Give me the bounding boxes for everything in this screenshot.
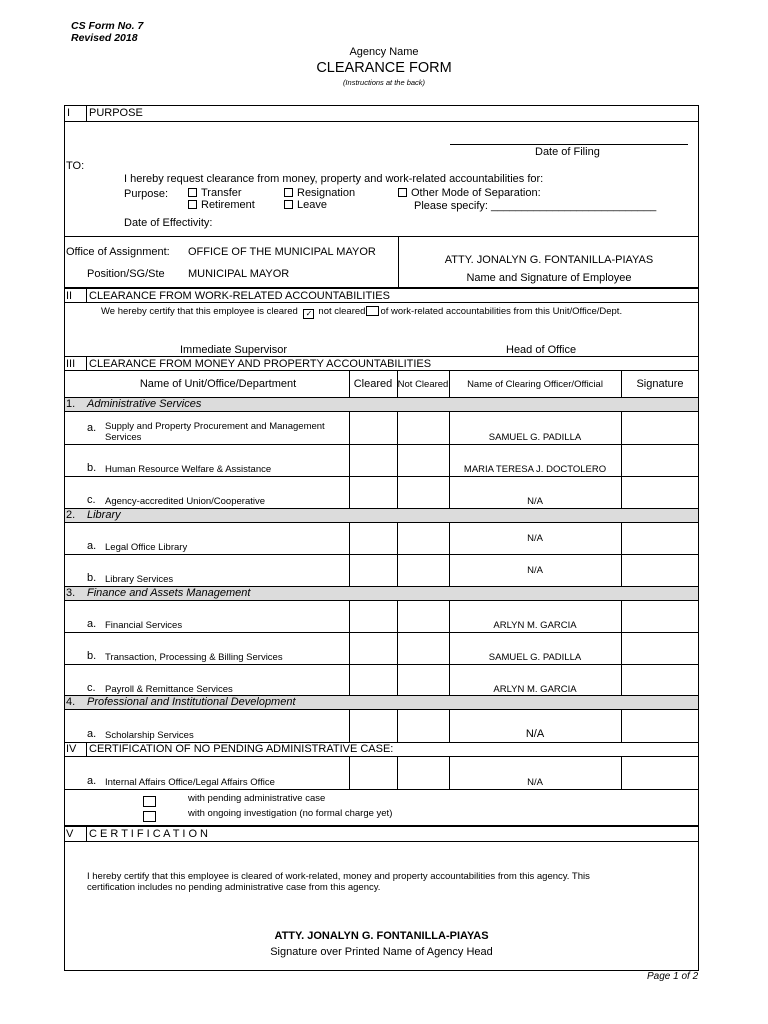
col-signature: Signature <box>636 378 684 390</box>
divider <box>65 825 698 827</box>
divider <box>397 709 398 742</box>
divider <box>449 411 450 508</box>
section-title-work: CLEARANCE FROM WORK-RELATED ACCOUNTABILITIES <box>89 290 390 302</box>
divider <box>65 600 698 601</box>
col-cleared: Cleared <box>353 378 393 390</box>
divider <box>65 709 698 710</box>
divider <box>65 841 698 842</box>
position-label: Position/SG/Ste <box>87 268 165 280</box>
purpose-label: Purpose: <box>124 188 169 200</box>
row-letter: c. <box>87 682 96 694</box>
option-other[interactable]: Other Mode of Separation: <box>398 187 541 199</box>
divider <box>65 236 698 237</box>
row-letter: a. <box>87 775 97 787</box>
row-officer: N/A <box>527 496 543 507</box>
group-professional: Professional and Institutional Development <box>87 696 296 708</box>
section-number: III <box>66 358 76 370</box>
divider <box>65 476 698 477</box>
divider <box>86 289 87 302</box>
row-unit: Legal Office Library <box>105 542 188 553</box>
pending-case-checkbox[interactable] <box>143 796 156 807</box>
divider <box>65 370 698 371</box>
row-unit: Financial Services <box>105 620 183 631</box>
row-officer: N/A <box>527 533 543 544</box>
divider <box>397 370 398 398</box>
pending-case-label: with pending administrative case <box>188 793 326 804</box>
divider <box>349 370 350 398</box>
divider <box>65 789 698 790</box>
row-letter: b. <box>87 462 97 474</box>
row-unit: Scholarship Services <box>105 730 194 741</box>
section-title-certification: C E R T I F I C A T I O N <box>89 828 208 840</box>
row-officer: ARLYN M. GARCIA <box>493 620 577 631</box>
row-unit: Transaction, Processing & Billing Services <box>105 652 283 663</box>
divider <box>449 370 450 398</box>
group-number: 4. <box>66 696 76 708</box>
divider <box>65 554 698 555</box>
divider <box>65 632 698 633</box>
divider <box>449 522 450 586</box>
divider <box>65 302 698 303</box>
row-unit: Agency-accredited Union/Cooperative <box>105 496 266 507</box>
row-letter: a. <box>87 540 97 552</box>
page-number: Page 1 of 2 <box>647 971 699 982</box>
divider <box>397 411 398 508</box>
agency-name: Agency Name <box>349 46 419 58</box>
not-cleared-checkbox[interactable] <box>366 306 379 316</box>
row-letter: a. <box>87 618 97 630</box>
agency-head-caption: Signature over Printed Name of Agency Head <box>270 946 493 958</box>
row-unit: Internal Affairs Office/Legal Affairs Office <box>105 777 275 788</box>
date-effectivity-label: Date of Effectivity: <box>124 217 213 229</box>
divider <box>65 121 698 122</box>
section-title-money: CLEARANCE FROM MONEY AND PROPERTY ACCOUNTABILITIES <box>89 358 432 370</box>
divider <box>65 695 698 696</box>
row-officer: MARIA TERESA J. DOCTOLERO <box>463 464 607 475</box>
row-letter: a. <box>87 422 97 434</box>
section-title-admin-case: CERTIFICATION OF NO PENDING ADMINISTRATIVE CASE: <box>89 743 394 755</box>
divider <box>86 827 87 841</box>
investigation-checkbox[interactable] <box>143 811 156 822</box>
checkbox[interactable] <box>188 188 197 197</box>
row-officer: ARLYN M. GARCIA <box>493 684 577 695</box>
divider <box>65 287 698 289</box>
col-officer: Name of Clearing Officer/Official <box>467 379 603 390</box>
divider <box>86 106 87 121</box>
certification-text: I hereby certify that this employee is cleared of work-related, money and property accountabilities from this agency. This certification includes no pending administrative case from this agency. <box>87 871 590 893</box>
col-not-cleared: Not Cleared <box>397 379 449 390</box>
investigation-label: with ongoing investigation (no formal charge yet) <box>188 808 393 819</box>
group-number: 1. <box>66 398 76 410</box>
divider <box>65 444 698 445</box>
divider <box>349 709 350 742</box>
option-resignation[interactable]: Resignation <box>284 187 355 199</box>
section-number: I <box>67 107 71 119</box>
office-label: Office of Assignment: <box>66 246 170 258</box>
divider <box>349 411 350 508</box>
divider <box>349 757 350 789</box>
employee-name: ATTY. JONALYN G. FONTANILLA-PIAYAS <box>444 254 654 266</box>
divider <box>65 508 698 509</box>
row-officer: SAMUEL G. PADILLA <box>488 432 582 443</box>
section-number: V <box>66 828 74 840</box>
row-unit: Library Services <box>105 574 174 585</box>
divider <box>65 411 698 412</box>
col-unit: Name of Unit/Office/Department <box>139 378 297 390</box>
group-number: 2. <box>66 509 76 521</box>
divider <box>86 742 87 756</box>
section-title-purpose: PURPOSE <box>89 107 143 119</box>
divider <box>621 411 622 508</box>
divider <box>621 709 622 742</box>
divider <box>621 600 622 695</box>
position-value: MUNICIPAL MAYOR <box>188 268 290 280</box>
divider <box>397 522 398 586</box>
row-unit: Human Resource Welfare & Assistance <box>105 464 272 475</box>
row-officer: N/A <box>525 728 545 740</box>
section-number: II <box>66 290 73 302</box>
immediate-supervisor-label: Immediate Supervisor <box>180 344 287 356</box>
row-letter: a. <box>87 728 97 740</box>
date-of-filing-line[interactable] <box>450 144 688 145</box>
row-unit: Payroll & Remittance Services <box>105 684 233 695</box>
divider <box>397 600 398 695</box>
divider <box>65 522 698 523</box>
to-label: TO: <box>66 160 85 172</box>
group-admin: Administrative Services <box>87 398 202 410</box>
group-finance: Finance and Assets Management <box>87 587 251 599</box>
section-number: IV <box>66 743 77 755</box>
option-transfer[interactable]: Transfer <box>188 187 242 199</box>
office-value: OFFICE OF THE MUNICIPAL MAYOR <box>188 246 376 258</box>
divider <box>65 756 698 757</box>
divider <box>449 600 450 695</box>
divider <box>349 600 350 695</box>
row-unit: Supply and Property Procurement and Management Services <box>105 421 325 443</box>
checkbox[interactable] <box>188 200 197 209</box>
certify-text: We hereby certify that this employee is cleared ✓ not cleared of work-related accountabilities from this Unit/Office/Dept. <box>101 306 623 318</box>
divider <box>349 522 350 586</box>
group-bar <box>65 509 698 522</box>
divider <box>397 757 398 789</box>
head-of-office-label: Head of Office <box>506 344 577 356</box>
employee-caption: Name and Signature of Employee <box>466 272 632 284</box>
cleared-checkbox[interactable]: ✓ <box>303 309 314 319</box>
divider <box>65 664 698 665</box>
divider <box>398 236 399 287</box>
divider <box>86 357 87 370</box>
checkbox[interactable] <box>284 200 293 209</box>
form-number: CS Form No. 7 Revised 2018 <box>71 20 144 44</box>
please-specify[interactable]: Please specify: ___________________________ <box>414 200 657 212</box>
option-leave[interactable]: Leave <box>284 199 327 211</box>
row-officer: N/A <box>527 565 543 576</box>
divider <box>65 586 698 587</box>
request-text: I hereby request clearance from money, property and work-related accountabilities for: <box>124 173 544 185</box>
row-officer: N/A <box>527 777 543 788</box>
instructions-note: (Instructions at the back) <box>342 78 426 87</box>
row-letter: b. <box>87 572 97 584</box>
group-number: 3. <box>66 587 76 599</box>
date-of-filing-label: Date of Filing <box>535 146 600 158</box>
checkbox[interactable] <box>398 188 407 197</box>
row-officer: SAMUEL G. PADILLA <box>488 652 582 663</box>
divider <box>621 522 622 586</box>
divider <box>621 370 622 398</box>
agency-head-name: ATTY. JONALYN G. FONTANILLA-PIAYAS <box>274 930 489 942</box>
checkbox[interactable] <box>284 188 293 197</box>
option-retirement[interactable]: Retirement <box>188 199 255 211</box>
divider <box>65 356 698 357</box>
group-library: Library <box>87 509 121 521</box>
form-title: CLEARANCE FORM <box>316 60 452 76</box>
row-letter: c. <box>87 494 96 506</box>
divider <box>621 757 622 789</box>
row-letter: b. <box>87 650 97 662</box>
